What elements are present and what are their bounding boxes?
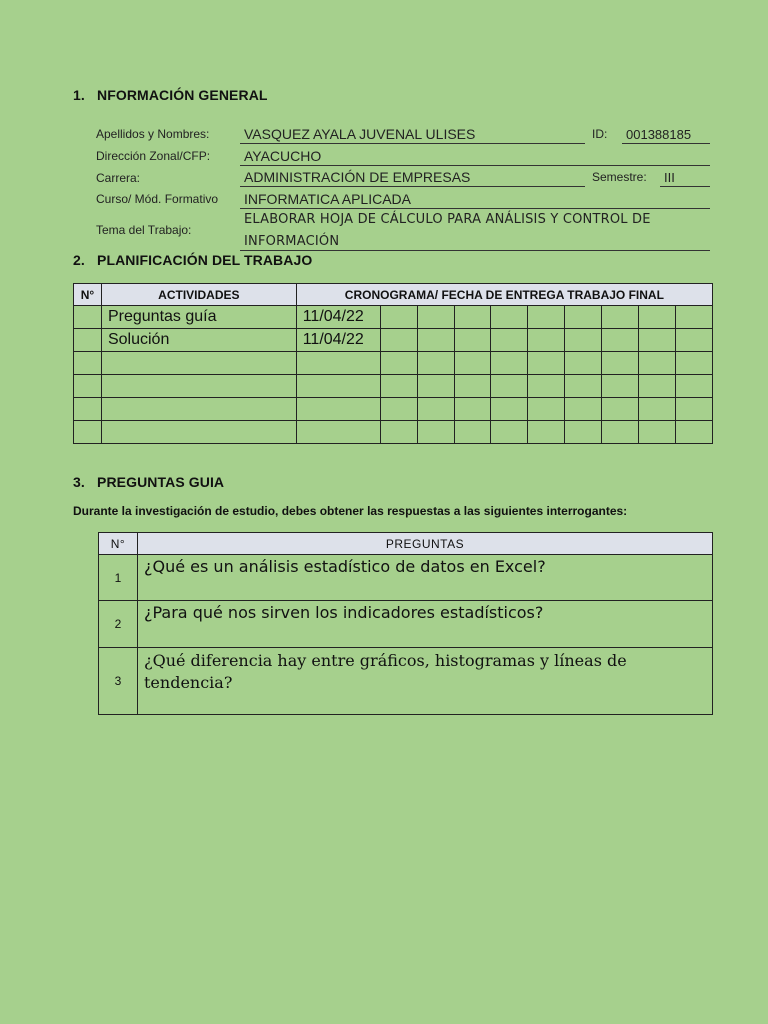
table-row <box>74 352 713 375</box>
table-row <box>74 398 713 421</box>
id-label: ID: <box>592 127 608 141</box>
activity-cell: Solución <box>101 329 296 352</box>
questions-header-row <box>99 533 713 555</box>
zone-label: Dirección Zonal/CFP: <box>96 149 211 163</box>
planning-table <box>73 283 713 444</box>
section-2-title <box>73 252 312 268</box>
career-label: Carrera: <box>96 171 141 185</box>
question-number: 2 <box>99 601 138 648</box>
date-cell: 11/04/22 <box>296 329 380 352</box>
table-row <box>99 555 713 601</box>
semester-field: III <box>660 168 710 187</box>
career-field: ADMINISTRACIÓN DE EMPRESAS <box>240 168 585 187</box>
date-cell: 11/04/22 <box>296 306 380 329</box>
topic-line-2: INFORMACIÓN <box>240 232 710 251</box>
question-number: 1 <box>99 555 138 601</box>
topic-label: Tema del Trabajo: <box>96 223 192 237</box>
question-text: ¿Para qué nos sirven los indicadores estadísticos? <box>138 601 713 648</box>
questions-header-n: N° <box>99 533 138 555</box>
guide-intro: Durante la investigación de estudio, debes obtener las respuestas a las siguientes interrogantes: <box>73 504 628 518</box>
planning-header-activities: ACTIVIDADES <box>101 284 296 306</box>
topic-line-1: ELABORAR HOJA DE CÁLCULO PARA ANÁLISIS Y CONTROL DE <box>244 212 651 227</box>
questions-header-questions: PREGUNTAS <box>138 533 713 555</box>
section-1-title <box>73 87 268 103</box>
zone-field: AYACUCHO <box>240 147 710 166</box>
table-row <box>74 329 713 352</box>
table-row <box>74 375 713 398</box>
section-3-number: 3. <box>73 474 85 490</box>
section-3-title <box>73 474 224 490</box>
table-row <box>99 648 713 715</box>
section-2-text: PLANIFICACIÓN DEL TRABAJO <box>97 252 313 268</box>
name-label: Apellidos y Nombres: <box>96 127 210 141</box>
table-row <box>74 421 713 444</box>
planning-header-row <box>74 284 713 306</box>
section-1-number: 1. <box>73 87 85 103</box>
activity-cell: Preguntas guía <box>101 306 296 329</box>
section-1-text: NFORMACIÓN GENERAL <box>97 87 268 103</box>
course-field: INFORMATICA APLICADA <box>240 190 710 209</box>
section-3-text: PREGUNTAS GUIA <box>97 474 225 490</box>
question-text: ¿Qué diferencia hay entre gráficos, histogramas y líneas de tendencia? <box>138 648 713 715</box>
table-row <box>99 601 713 648</box>
table-row <box>74 306 713 329</box>
planning-header-n: N° <box>74 284 102 306</box>
id-field: 001388185 <box>622 125 710 144</box>
course-label: Curso/ Mód. Formativo <box>96 192 219 206</box>
name-field: VASQUEZ AYALA JUVENAL ULISES <box>240 125 585 144</box>
planning-header-schedule: CRONOGRAMA/ FECHA DE ENTREGA TRABAJO FINAL <box>296 284 712 306</box>
semester-label: Semestre: <box>592 170 647 184</box>
section-2-number: 2. <box>73 252 85 268</box>
question-text: ¿Qué es un análisis estadístico de datos en Excel? <box>138 555 713 601</box>
questions-table <box>98 532 713 715</box>
question-number: 3 <box>99 648 138 715</box>
